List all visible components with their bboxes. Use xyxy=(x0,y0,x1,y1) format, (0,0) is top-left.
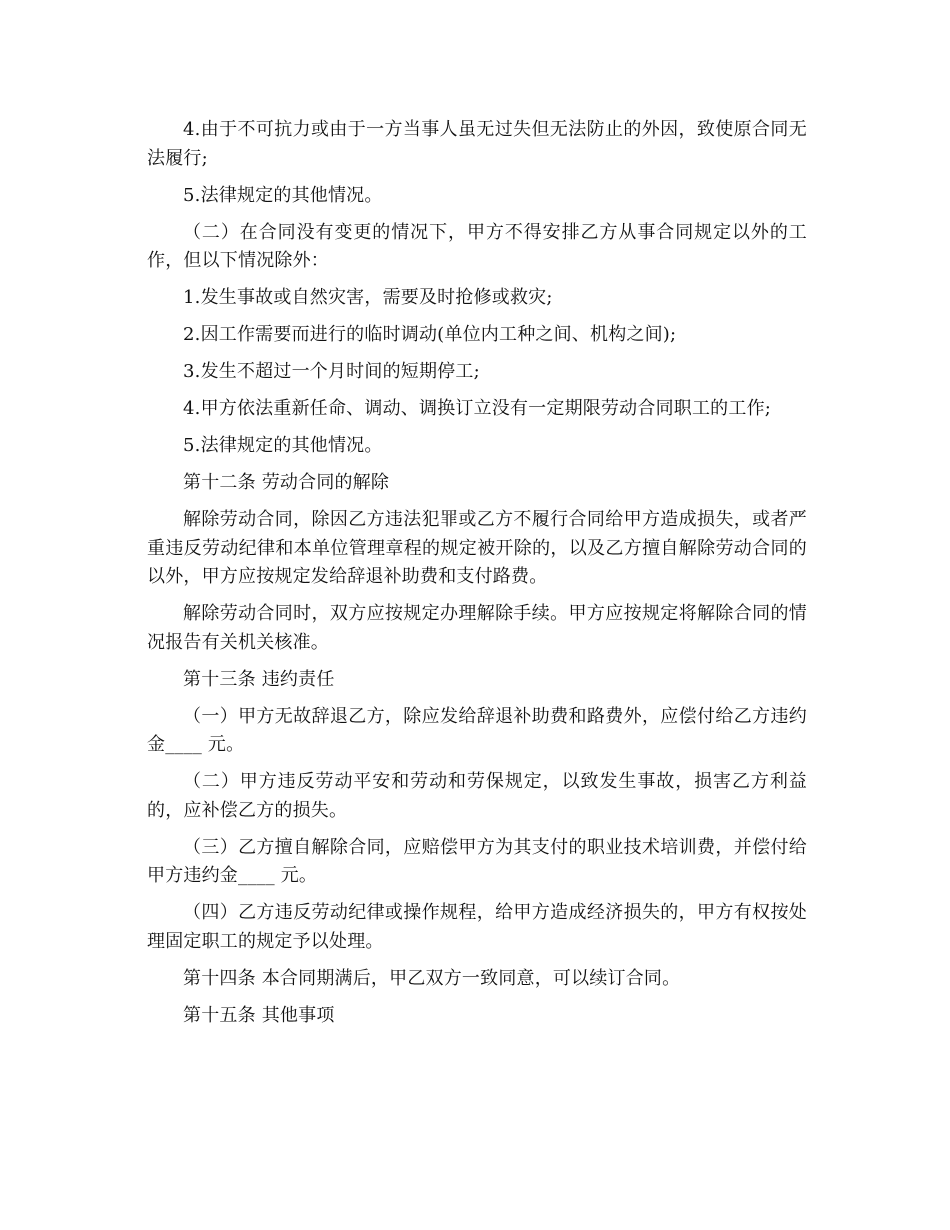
paragraph-exception-5: 5.法律规定的其他情况。 xyxy=(183,435,383,456)
article-12-heading: 第十二条 劳动合同的解除 xyxy=(183,472,390,493)
document-body xyxy=(147,116,807,1039)
paragraph-clause-2: （二）在合同没有变更的情况下，甲方不得安排乙方从事合同规定以外的工作，但以下情况除外： xyxy=(147,221,807,271)
article-13-item-3: （三）乙方擅自解除合同，应赔偿甲方为其支付的职业技术培训费，并偿付给甲方违约金____ 元。 xyxy=(147,836,807,886)
paragraph-exception-3: 3.发生不超过一个月时间的短期停工; xyxy=(183,361,480,382)
article-12-paragraph-1: 解除劳动合同，除因乙方违法犯罪或乙方不履行合同给甲方造成损失，或者严重违反劳动纪律和本单位管理章程的规定被开除的，以及乙方擅自解除劳动合同的以外，甲方应按规定发给辞退补助费和支付路费。 xyxy=(147,509,807,587)
article-13-heading: 第十三条 违约责任 xyxy=(183,668,335,690)
paragraph-exception-4: 4.甲方依法重新任命、调动、调换订立没有一定期限劳动合同职工的工作; xyxy=(183,398,772,419)
article-14-paragraph: 第十四条 本合同期满后，甲乙双方一致同意，可以续订合同。 xyxy=(183,967,681,989)
paragraph-exception-1: 1.发生事故或自然灾害，需要及时抢修或救灾; xyxy=(183,287,553,308)
paragraph-exception-2: 2.因工作需要而进行的临时调动(单位内工种之间、机构之间); xyxy=(183,324,677,345)
article-13-item-4: （四）乙方违反劳动纪律或操作规程，给甲方造成经济损失的，甲方有权按处理固定职工的规定予以处理。 xyxy=(147,902,807,952)
paragraph-other-cases-1: 5.法律规定的其他情况。 xyxy=(183,184,383,206)
article-13-item-1: （一）甲方无故辞退乙方，除应发给辞退补助费和路费外，应偿付给乙方违约金____ 元。 xyxy=(147,705,807,755)
article-13-item-2: （二）甲方违反劳动平安和劳动和劳保规定，以致发生事故，损害乙方利益的，应补偿乙方的损失。 xyxy=(147,771,807,821)
article-12-paragraph-2: 解除劳动合同时，双方应按规定办理解除手续。甲方应按规定将解除合同的情况报告有关机关核准。 xyxy=(147,603,807,653)
article-15-heading: 第十五条 其他事项 xyxy=(183,1004,335,1026)
paragraph-force-majeure: 4.由于不可抗力或由于一方当事人虽无过失但无法防止的外因，致使原合同无法履行; xyxy=(147,119,807,169)
